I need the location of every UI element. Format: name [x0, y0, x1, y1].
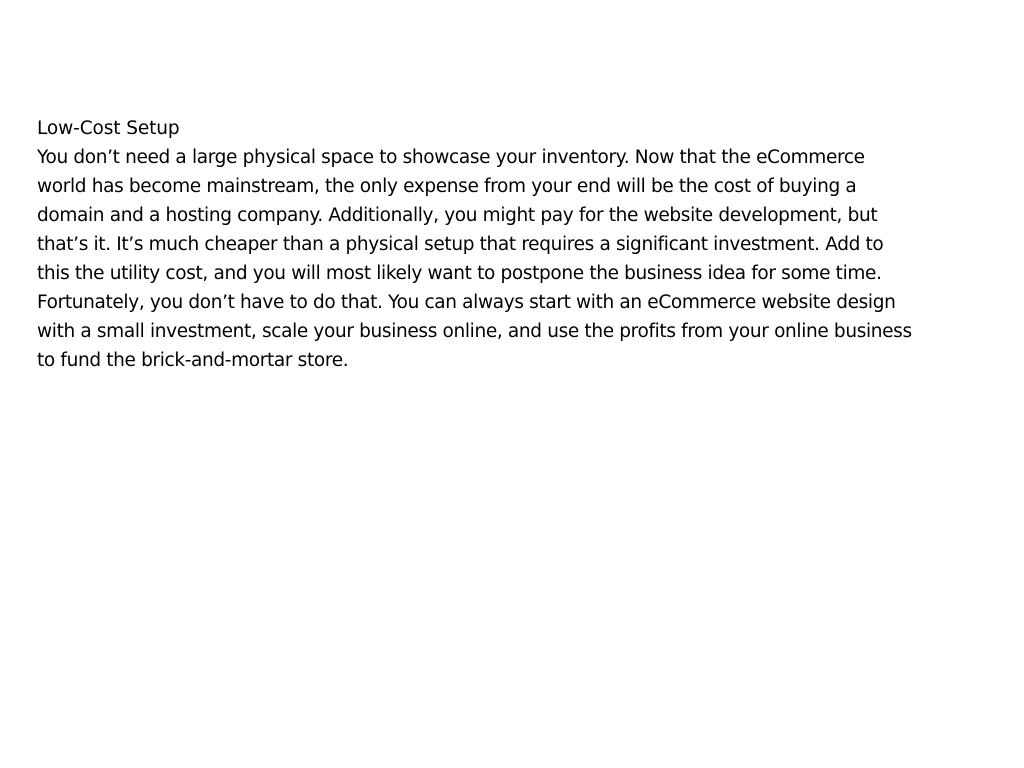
article-section — [37, 114, 967, 375]
paragraph-line: domain and a hosting company. Additionally, you might pay for the website development, but — [37, 205, 878, 226]
paragraph-line: that’s it. It’s much cheaper than a physical setup that requires a significant investment. Add to — [37, 234, 884, 255]
paragraph-line: You don’t need a large physical space to showcase your inventory. Now that the eCommerce — [37, 147, 865, 168]
paragraph-line: Fortunately, you don’t have to do that. You can always start with an eCommerce website design — [37, 292, 896, 313]
section-paragraph — [37, 143, 967, 375]
paragraph-line: to fund the brick-and-mortar store. — [37, 350, 349, 371]
paragraph-line: this the utility cost, and you will most likely want to postpone the business idea for some time. — [37, 263, 882, 284]
paragraph-line: world has become mainstream, the only expense from your end will be the cost of buying a — [37, 176, 857, 197]
paragraph-line: with a small investment, scale your business online, and use the profits from your online business — [37, 321, 912, 342]
section-heading: Low-Cost Setup — [37, 118, 180, 139]
